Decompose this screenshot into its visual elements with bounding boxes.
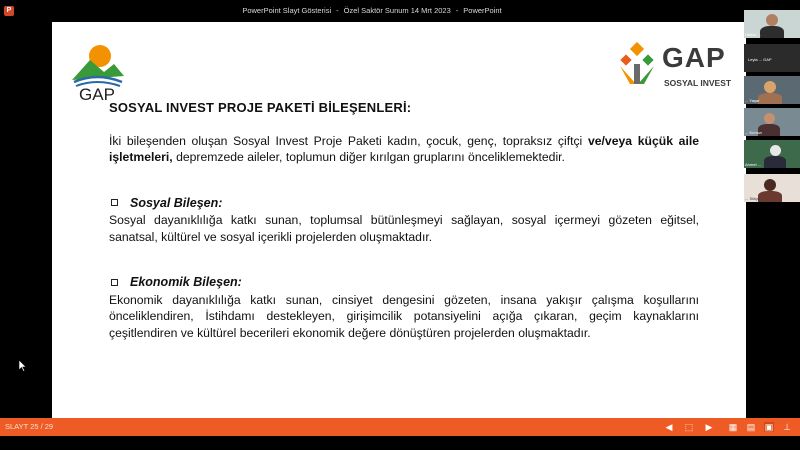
slideshow-view-button[interactable]: ⊥: [783, 422, 791, 432]
logo-left-text: GAP: [79, 85, 115, 102]
next-slide-button[interactable]: ▶: [705, 422, 713, 432]
square-bullet-icon: [111, 279, 118, 286]
presentation-left-margin: [0, 22, 52, 418]
slide-counter: SLAYT 25 / 29: [5, 422, 54, 431]
slide-content: [109, 100, 699, 341]
subtitles-button[interactable]: ⬚: [684, 422, 694, 432]
participant-tile[interactable]: Hatice ...: [744, 10, 800, 38]
participant-tile[interactable]: ... Kırmızı: [744, 108, 800, 136]
participant-tile[interactable]: ... Sütçü: [744, 174, 800, 202]
slideshow-statusbar: [0, 418, 800, 436]
mouse-pointer-icon: [19, 360, 27, 372]
bottom-black-strip: [0, 436, 800, 450]
video-participants-panel: [744, 10, 800, 210]
window-title: PowerPoint Slayt Gösterisi - Özel Saktör Sunum 14 Mrt 2023 - PowerPoint: [242, 6, 502, 15]
section-text-sosyal: Sosyal dayanıklılığa katkı sunan, toplumsal bütünleşmeyi sağlayan, sosyal içermeyi gözeten eğitsel, sanatsal, kültürel ve sosyal içerikli projelerden oluşmaktadır.: [109, 213, 699, 244]
participant-tile[interactable]: Leyla ... GAP: [744, 44, 800, 72]
sosyal-invest-emblem-icon: [618, 42, 658, 86]
logo-right-text: GAP: [662, 42, 726, 73]
logo-right-subtext: SOSYAL INVEST: [664, 78, 732, 88]
window-titlebar: [0, 0, 744, 22]
square-bullet-icon: [111, 199, 118, 206]
previous-slide-button[interactable]: ◀: [665, 422, 673, 432]
slide-heading: SOSYAL INVEST PROJE PAKETİ BİLEŞENLERİ:: [109, 100, 412, 115]
reading-view-button[interactable]: ▣: [764, 422, 774, 432]
normal-view-button[interactable]: ▦: [728, 422, 738, 432]
section-title-ekonomik: Ekonomik Bileşen:: [109, 274, 699, 291]
section-text-ekonomik: Ekonomik dayanıklılığa katkı sunan, cinsiyet dengesini gözeten, insana yakışır çalışma koşullarını önceliklendiren, İstihdamı destekleyen, girişimcilik potansiyelini açığa çıkaran, geçim kaynaklarını çeşitlendiren ve kültürel becerileri ekonomik değere dönüştüren projelerden oluşmaktadır.: [109, 292, 699, 340]
intro-paragraph: İki bileşenden oluşan Sosyal Invest Proje Paketi kadın, çocuk, genç, topraksız çiftçi ve/veya küçük aile işletmeleri, depremzede aileler, toplumun diğer kırılgan gruplarını önceliklemektedir.: [109, 133, 699, 164]
powerpoint-icon: P: [4, 6, 14, 16]
slide-sorter-button[interactable]: ▤: [746, 422, 756, 432]
section-title-sosyal: Sosyal Bileşen:: [109, 195, 699, 212]
participant-tile[interactable]: ... Yaşar: [744, 76, 800, 104]
participant-tile[interactable]: Ahmet ...: [744, 140, 800, 168]
gap-logo-left: [70, 42, 124, 102]
presentation-slide: [52, 22, 746, 418]
